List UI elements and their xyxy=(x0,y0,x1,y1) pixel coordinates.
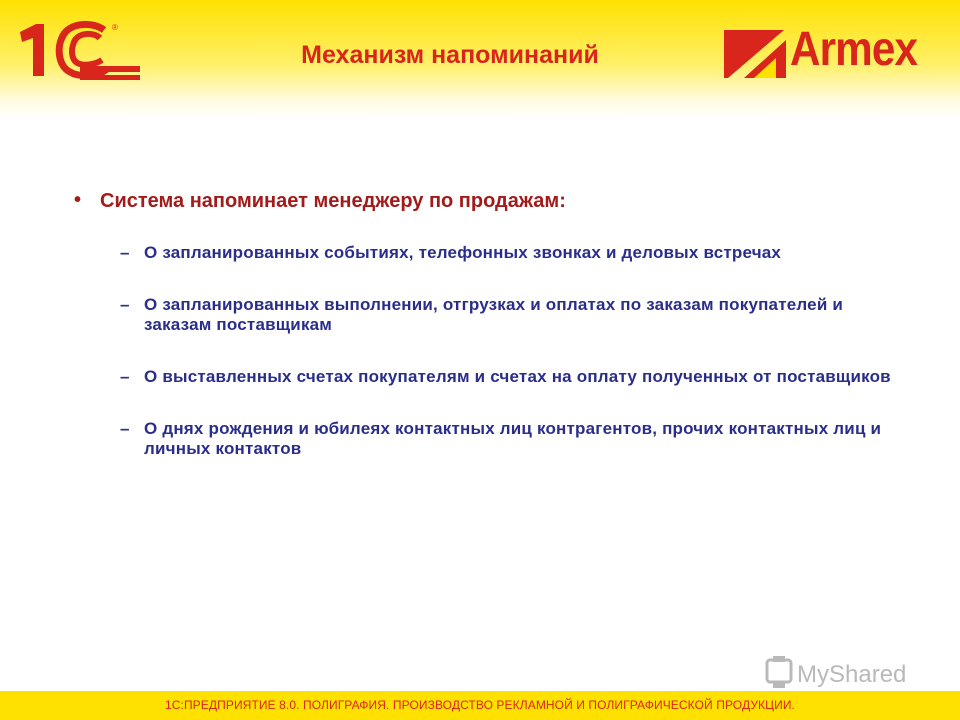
list-item xyxy=(74,243,894,263)
dash-icon: – xyxy=(120,243,130,262)
main-bullet-text: Система напоминает менеджеру по продажам: xyxy=(100,190,566,212)
dash-icon: – xyxy=(120,419,130,438)
list-item-text: О выставленных счетах покупателям и счетах на оплату полученных от поставщиков xyxy=(144,367,891,386)
dash-icon: – xyxy=(120,295,130,314)
list-item-text: О запланированных выполнении, отгрузках и оплатах по заказам покупателей и заказам поставщикам xyxy=(144,295,844,334)
watermark-text: MyShared xyxy=(797,661,907,688)
myshared-watermark xyxy=(765,654,925,692)
main-bullet xyxy=(74,190,894,213)
list-item xyxy=(74,419,894,459)
footer-text: 1С:ПРЕДПРИЯТИЕ 8.0. ПОЛИГРАФИЯ. ПРОИЗВОДСТВО РЕКЛАМНОЙ И ПОЛИГРАФИЧЕСКОЙ ПРОДУКЦИИ. xyxy=(164,698,795,712)
reminder-list xyxy=(74,243,894,459)
armex-logo-text: Armex xyxy=(790,23,918,76)
list-item-text: О запланированных событиях, телефонных звонках и деловых встречах xyxy=(144,243,782,262)
bullet-icon: • xyxy=(74,189,82,211)
footer-band xyxy=(0,691,960,720)
page-title: Механизм напоминаний xyxy=(301,41,599,69)
content-area xyxy=(74,190,894,491)
list-item xyxy=(74,295,894,335)
header-band xyxy=(0,0,960,118)
svg-text:®: ® xyxy=(112,23,118,32)
dash-icon: – xyxy=(120,367,130,386)
list-item-text: О днях рождения и юбилеях контактных лиц контрагентов, прочих контактных лиц и личных контактов xyxy=(144,419,882,458)
list-item xyxy=(74,367,894,387)
